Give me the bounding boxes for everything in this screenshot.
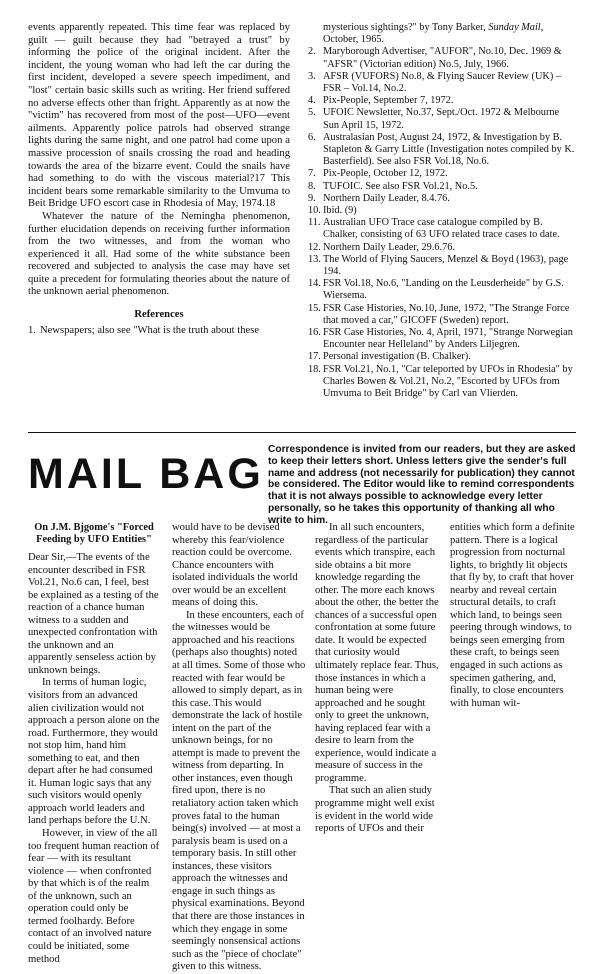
- reference-item: [308, 217, 576, 241]
- article-column: [28, 22, 290, 337]
- reference-number: 6.: [308, 131, 316, 143]
- references-list: [308, 46, 576, 400]
- section-intro: Correspondence is invited from our readers, but they are asked to keep their letters short. Unless letters give the sender's full name and address (not necessarily for publication) they cannot be considered. The Editor would like to remind correspondents that it is not always possible to acknowledge every letter personally, so he takes this opportunity of thanking all who write to him.: [268, 444, 576, 526]
- reference-item: [28, 325, 290, 338]
- reference-number: 7.: [308, 168, 316, 180]
- reference-text: FSR Vol.18, No.6, "Landing on the Leusderheide" by G.S. Wiersema.: [323, 278, 564, 302]
- references-column: [308, 22, 576, 400]
- letter-paragraph-continued: entities which form a definite pattern. There is a logical progression from nocturnal lights, to brightly lit objects that fly by, to craft that hover nearby and reveal certain structural details, to craft which land, to beings seen peering through windows, to beings seen emerging from these craft, to beings seen engaged in such actions as specimen gathering, and, finally, to close encounters with human wit-: [450, 522, 575, 709]
- reference-text: UFOIC Newsletter, No.37, Sept./Oct. 1972 & Melbourne Sun April 15, 1972.: [323, 107, 560, 131]
- reference-number: 8.: [308, 180, 316, 192]
- reference-item: [308, 95, 576, 107]
- reference-text: Ibid. (9): [323, 205, 357, 217]
- reference-number: 18.: [308, 363, 321, 375]
- reference-number: 16.: [308, 327, 321, 339]
- reference-continuation: mysterious sightings?" by Tony Barker, Sunday Mail, October, 1965.: [323, 22, 544, 46]
- reference-number: 10.: [308, 205, 321, 217]
- reference-item: [308, 71, 576, 95]
- reference-text: Northern Daily Leader, 29.6.76.: [323, 241, 455, 253]
- reference-item: [308, 46, 576, 70]
- reference-text: FSR Vol.21, No.1, "Car teleported by UFOs in Rhodesia" by Charles Bowen & Vol.21, No.2, "Escorted by UFOs from Umvuma to Beit Bridge" by Carl van Vlierden.: [323, 363, 573, 400]
- letter-paragraph: In terms of human logic, visitors from an advanced alien civilization would not approach a person alone on the road. Furthermore, they would not stop him, hand him something to eat, and then depart after he had consumed it. Human logic says that any such visitors would openly approach world leaders and land perhaps before the U.N.: [28, 677, 160, 827]
- reference-item: [308, 181, 576, 193]
- reference-item: [308, 364, 576, 401]
- reference-number: 5.: [308, 107, 316, 119]
- reference-text: Australian UFO Trace case catalogue compiled by B. Chalker, consisting of 63 UFO related trace cases to date.: [323, 217, 560, 241]
- reference-item: [308, 303, 576, 327]
- reference-number: 4.: [308, 95, 316, 107]
- reference-item: [308, 205, 576, 217]
- letter-column-4: [450, 522, 578, 710]
- reference-number: 3.: [308, 70, 316, 82]
- letter-paragraph: However, in view of the all too frequent human reaction of fear — with its resultant violence — when confronted by that which is of the realm of the unknown, such an operation could only be termed foolhardy. Before contact of an involved nature could be initiated, some method: [28, 828, 160, 965]
- reference-number: 2.: [308, 46, 316, 58]
- reference-text: FSR Case Histories, No. 4, April, 1971, "Strange Norwegian Encounter near Helleland" by Anders Liljegren.: [323, 327, 573, 351]
- letter-paragraph: would have to be devised whereby this fear/violence reaction could be overcome. Chance encounters with isolated individuals the world over would be an excellent means of doing this.: [172, 522, 298, 609]
- section-title: MAIL BAG: [28, 450, 264, 498]
- reference-number: 15.: [308, 302, 321, 314]
- reference-number: 17.: [308, 351, 321, 363]
- reference-text: Pix-People, September 7, 1972.: [323, 95, 454, 107]
- reference-item: [308, 351, 576, 363]
- reference-text: The World of Flying Saucers, Menzel & Boyd (1963), page 194.: [323, 253, 569, 278]
- references-list-start: [28, 325, 290, 338]
- reference-text: Pix-People, October 12, 1972.: [323, 168, 448, 180]
- article-paragraph: events apparently repeated. This time fear was replaced by guilt — guilt because they had "betrayed a trust" by informing the police of the original incident. After the incident, the young woman who had left the car during the first incident, developed a severe speech impediment, and "lost" certain basic skills such as writing. Her friend suffered no adverse effects other than fright. Apparently as at now the "victim" has recovered from most of the post—UFO—event ailments. Apparently police patrols had observed strange lights during the same night, and one patrol had come upon a massive procession of snails crossing the road and heading towards the area of the bizarre event. Could the snails have had something to do with the viscous material?17 This incident bears some remarkable similarity to the Umvuma to Beit Bridge UFO escort case in Rhodesia of May, 1974.18: [28, 22, 290, 210]
- references-heading: References: [134, 309, 184, 321]
- reference-item: [308, 278, 576, 302]
- reference-number: 11.: [308, 217, 321, 229]
- letter-paragraph: In all such encounters, regardless of the particular events which transpire, each side obtains a bit more knowledge regarding the other. The more each knows about the other, the better the chances of a successful open confrontation at some future date. It would be expected that curiosity would ultimately replace fear. Thus, those instances in which a human being were approached and he sought only to greet the unknown, having replaced fear with a desire to learn from the experience, would indicate a measure of success in the programme.: [315, 522, 439, 784]
- article-paragraph: Whatever the nature of the Nemingha phenomenon, further elucidation depends on receiving further information from the two witnesses, and from the woman who experienced it all. Had some of the white substance been recovered and subjected to analysis the case may have set quite a precedent for formulating theories about the nature of the unknown aerial phenomenon.: [28, 210, 290, 298]
- reference-text: Australasian Post, August 24, 1972, & Investigation by B. Stapleton & Garry Little (Investigation notes compiled by K. Basterfield). See also FSR Vol.18, No.6.: [323, 131, 575, 168]
- reference-number: 1.: [28, 324, 36, 336]
- reference-item: [308, 254, 576, 278]
- reference-text: Northern Daily Leader, 8.4.76.: [323, 192, 450, 204]
- reference-text: Personal investigation (B. Chalker).: [323, 351, 471, 363]
- reference-item: [308, 107, 576, 131]
- section-divider: [28, 432, 576, 433]
- reference-text: Newspapers; also see "What is the truth about these: [39, 324, 260, 336]
- reference-text: TUFOIC. See also FSR Vol.21, No.5.: [323, 180, 478, 192]
- reference-item: [308, 242, 576, 254]
- reference-item: [308, 168, 576, 180]
- reference-number: 13.: [308, 253, 321, 265]
- letter-column-3: [315, 522, 441, 836]
- letter-column-2: [172, 522, 306, 974]
- letter-paragraph: Dear Sir,—The events of the encounter described in FSR Vol.21, No.6 can, I feel, best be explained as a testing of the reaction of a chance human witness to a sudden and unexpected confrontation with the unknown and an apparently senseless action by unknown beings.: [28, 552, 159, 676]
- reference-text: AFSR (VUFORS) No.8, & Flying Saucer Review (UK) – FSR – Vol.14, No.2.: [323, 70, 561, 95]
- reference-item: [308, 327, 576, 351]
- letter-heading: On J.M. Bjgome's "Forced Feeding by UFO Entities": [34, 522, 154, 545]
- reference-number: 9.: [308, 192, 316, 204]
- letter-column-1: [28, 522, 160, 966]
- reference-item: [308, 132, 576, 169]
- reference-number: 12.: [308, 241, 321, 253]
- reference-number: 14.: [308, 278, 321, 290]
- reference-text: Maryborough Advertiser, "AUFOR", No.10, Dec. 1969 & "AFSR" (Victorian edition) No.5, July, 1966.: [323, 46, 562, 70]
- reference-text: FSR Case Histories, No.10, June, 1972, "The Strange Force that moved a car," GICOFF (Sweden) report.: [323, 302, 570, 326]
- reference-item: [308, 193, 576, 205]
- letter-paragraph: That such an alien study programme might well exist is evident in the world wide reports of UFOs and their: [315, 785, 435, 835]
- letter-paragraph: In these encounters, each of the witnesses would be approached and his reactions (perhaps also thoughts) noted at all times. Some of those who reacted with fear would be allowed to simply depart, as in this case. This would demonstrate the lack of hostile intent on the part of the unknown beings, for no attempt is made to prevent the witness from departing. In other instances, even though fired upon, there is no retaliatory action taken which proves fatal to the human being(s) involved — at most a paralysis beam is used on a temporary basis. In still other instances, these visitors approach the witnesses and engage in such things as physical examinations. Beyond that there are those instances in which they engage in some seemingly nonsensical actions such as the "piece of choclate" given to this witness.: [172, 609, 306, 973]
